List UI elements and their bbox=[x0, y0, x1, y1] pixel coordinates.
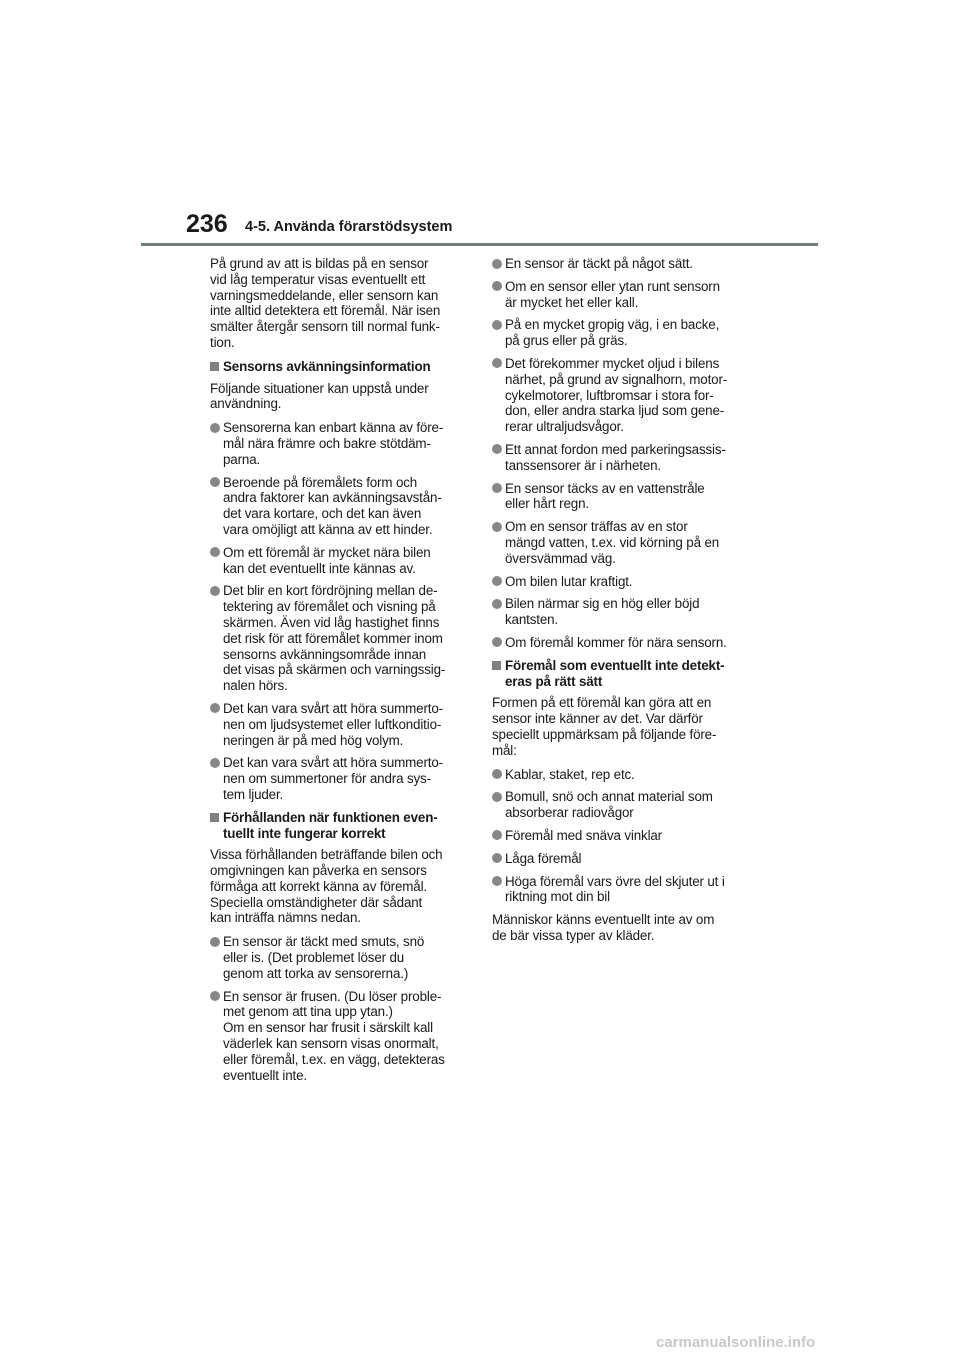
list-item-text: En sensor är frusen. (Du löser proble- met genom att tina upp ytan.) Om en sensor har frusit i särskilt kall väderlek kan sensorn visas onormalt, eller föremål, t.ex. en vägg, detekteras eventuellt inte. bbox=[223, 988, 445, 1083]
bullet-list bbox=[492, 767, 754, 906]
list-item bbox=[492, 256, 754, 272]
list-item bbox=[210, 989, 472, 1084]
heading-objects-not-detected bbox=[492, 658, 754, 690]
circle-bullet-icon bbox=[210, 758, 220, 768]
list-item bbox=[210, 934, 472, 981]
list-item bbox=[210, 583, 472, 694]
heading-conditions-malfunction bbox=[210, 810, 472, 842]
list-item bbox=[492, 767, 754, 783]
page-number: 236 bbox=[186, 210, 228, 238]
circle-bullet-icon bbox=[210, 547, 220, 557]
paragraph: Vissa förhållanden beträffande bilen och omgivningen kan påverka en sensors förmåga att korrekt känna av föremål. Speciella omständigheter där sådant kan inträffa nämns nedan. bbox=[210, 847, 443, 926]
watermark: carmanualsonline.info bbox=[656, 1334, 816, 1351]
intro-paragraph: På grund av att is bildas på en sensor vid låg temperatur visas eventuellt ett varningsmeddelande, eller sensorn kan inte alltid detektera ett föremål. När isen smälter återgår sensorn till normal funk- tion. bbox=[210, 256, 441, 350]
left-column bbox=[210, 256, 472, 1090]
list-item bbox=[492, 596, 754, 628]
circle-bullet-icon bbox=[492, 320, 502, 330]
list-item-text: Beroende på föremålets form och andra faktorer kan avkänningsavstån- det vara kortare, och det kan även vara omöjligt att känna av ett hinder. bbox=[223, 474, 442, 537]
list-item bbox=[492, 789, 754, 821]
list-item bbox=[492, 874, 754, 906]
list-item-text: Det förekommer mycket oljud i bilens närhet, på grund av signalhorn, motor- cykelmotorer, luftbromsar i stora for- don, eller andra starka ljud som gene- rerar ultraljudsvågor. bbox=[505, 355, 728, 435]
circle-bullet-icon bbox=[492, 281, 502, 291]
list-item bbox=[492, 574, 754, 590]
list-item-text: Om ett föremål är mycket nära bilen kan det eventuellt inte kännas av. bbox=[223, 544, 431, 576]
list-item-text: Om en sensor eller ytan runt sensorn är mycket het eller kall. bbox=[505, 278, 720, 310]
heading-text: Förhållanden när funktionen even- tuellt inte fungerar korrekt bbox=[223, 809, 438, 841]
bullet-list bbox=[210, 934, 472, 1083]
list-item-text: En sensor är täckt med smuts, snö eller is. (Det problemet löser du genom att torka av sensorerna.) bbox=[223, 934, 425, 981]
circle-bullet-icon bbox=[492, 830, 502, 840]
paragraph: Följande situationer kan uppstå under användning. bbox=[210, 380, 429, 412]
paragraph: Människor känns eventuellt inte av om de bär vissa typer av kläder. bbox=[492, 912, 715, 943]
circle-bullet-icon bbox=[492, 444, 502, 454]
list-item-text: Om föremål kommer för nära sensorn. bbox=[505, 634, 727, 650]
circle-bullet-icon bbox=[210, 937, 220, 947]
heading-text: Föremål som eventuellt inte detekt- eras på rätt sätt bbox=[505, 657, 725, 689]
list-item-text: Höga föremål vars övre del skjuter ut i riktning mot din bil bbox=[505, 873, 725, 905]
list-item bbox=[492, 317, 754, 349]
list-item bbox=[210, 545, 472, 577]
list-item bbox=[492, 481, 754, 513]
circle-bullet-icon bbox=[492, 576, 502, 586]
list-item-text: Bilen närmar sig en hög eller böjd kantsten. bbox=[505, 596, 700, 628]
list-item bbox=[492, 279, 754, 311]
section-title: 4-5. Använda förarstödsystem bbox=[245, 219, 453, 235]
list-item-text: Om bilen lutar kraftigt. bbox=[505, 573, 633, 589]
list-item-text: Sensorerna kan enbart känna av före- mål nära främre och bakre stötdäm- parna. bbox=[223, 420, 444, 467]
list-item bbox=[210, 475, 472, 538]
heading-sensor-detection-info bbox=[210, 359, 472, 375]
list-item-text: Om en sensor träffas av en stor mängd vatten, t.ex. vid körning på en översvämmad väg. bbox=[505, 519, 720, 566]
list-item-text: Ett annat fordon med parkeringsassis- tanssensorer är i närheten. bbox=[505, 441, 726, 473]
list-item-text: Bomull, snö och annat material som absorberar radiovågor bbox=[505, 789, 713, 821]
list-item bbox=[210, 420, 472, 467]
circle-bullet-icon bbox=[210, 991, 220, 1001]
page-header bbox=[0, 0, 960, 250]
paragraph: Formen på ett föremål kan göra att en sensor inte känner av det. Var därför speciellt uppmärksam på följande före- mål: bbox=[492, 695, 717, 758]
circle-bullet-icon bbox=[492, 358, 502, 368]
header-divider bbox=[141, 243, 818, 246]
list-item-text: Det kan vara svårt att höra summerto- nen om ljudsystemet eller luftkonditio- neringen är på med hög volym. bbox=[223, 700, 443, 748]
list-item bbox=[492, 851, 754, 867]
right-column bbox=[492, 256, 754, 952]
circle-bullet-icon bbox=[210, 477, 220, 487]
list-item bbox=[210, 755, 472, 802]
list-item-text: En sensor täcks av en vattenstråle eller hårt regn. bbox=[505, 480, 705, 512]
list-item bbox=[492, 442, 754, 474]
square-bullet-icon bbox=[492, 661, 501, 670]
list-item bbox=[492, 356, 754, 435]
circle-bullet-icon bbox=[492, 792, 502, 802]
circle-bullet-icon bbox=[210, 703, 220, 713]
circle-bullet-icon bbox=[492, 637, 502, 647]
bullet-list bbox=[210, 420, 472, 803]
list-item-text: Det blir en kort fördröjning mellan de- tektering av föremålet och visning på skärmen. Även vid låg hastighet finns det risk för att föremålet kommer inom sensorns avkänningsområde innan det visas på skärmen och varningssig- nalen hörs. bbox=[223, 583, 446, 694]
bullet-list bbox=[492, 256, 754, 651]
circle-bullet-icon bbox=[492, 599, 502, 609]
circle-bullet-icon bbox=[492, 522, 502, 532]
list-item bbox=[492, 519, 754, 566]
square-bullet-icon bbox=[210, 362, 219, 371]
circle-bullet-icon bbox=[210, 586, 220, 596]
list-item bbox=[492, 828, 754, 844]
circle-bullet-icon bbox=[492, 853, 502, 863]
square-bullet-icon bbox=[210, 813, 219, 822]
circle-bullet-icon bbox=[492, 769, 502, 779]
list-item-text: Kablar, staket, rep etc. bbox=[505, 766, 635, 782]
list-item-text: På en mycket gropig väg, i en backe, på grus eller på gräs. bbox=[505, 317, 720, 349]
list-item bbox=[492, 635, 754, 651]
list-item-text: Föremål med snäva vinklar bbox=[505, 827, 662, 843]
circle-bullet-icon bbox=[492, 259, 502, 269]
heading-text: Sensorns avkänningsinformation bbox=[223, 358, 431, 374]
circle-bullet-icon bbox=[492, 483, 502, 493]
circle-bullet-icon bbox=[492, 876, 502, 886]
circle-bullet-icon bbox=[210, 423, 220, 433]
list-item-text: En sensor är täckt på något sätt. bbox=[505, 256, 693, 271]
list-item bbox=[210, 701, 472, 748]
list-item-text: Låga föremål bbox=[505, 850, 582, 866]
list-item-text: Det kan vara svårt att höra summerto- nen om summertoner för andra sys- tem ljuder. bbox=[223, 755, 443, 802]
